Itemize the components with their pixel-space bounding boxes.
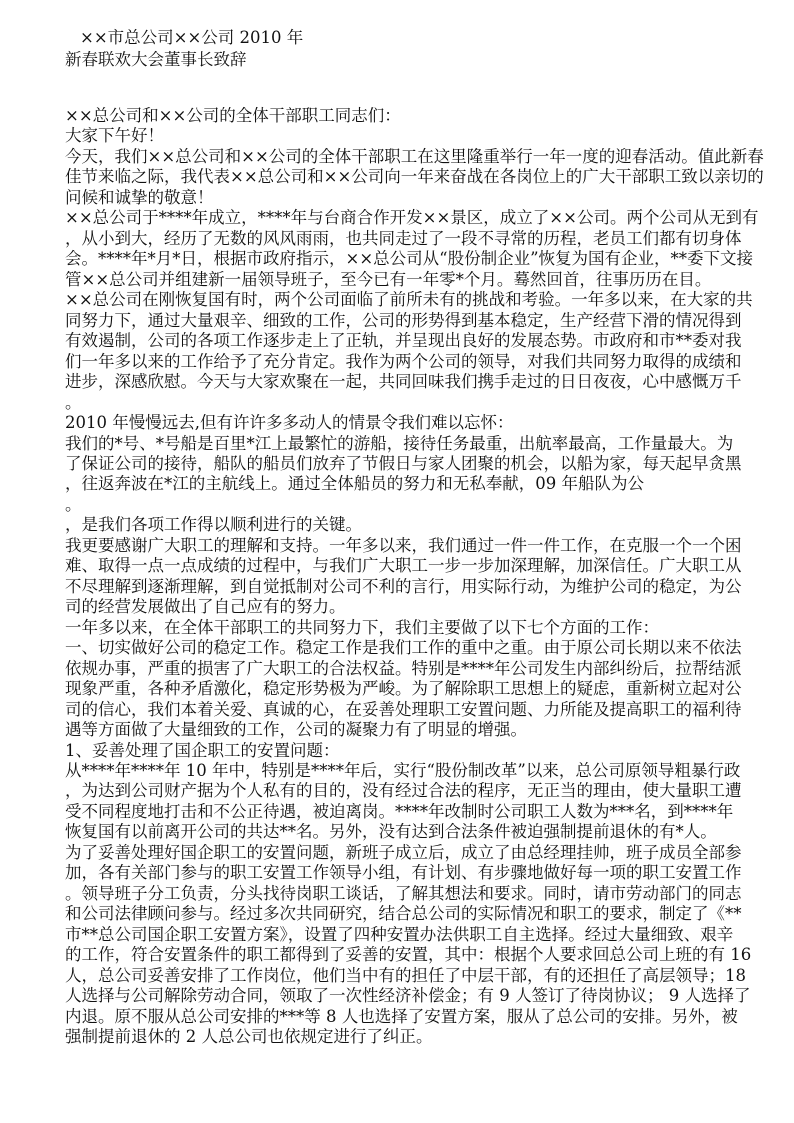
text-line: 内退。原不服从总公司安排的***等 8 人也选择了安置方案，服从了总公司的安排。另外，被	[65, 1006, 738, 1026]
document-title-line-1: ××市总公司××公司 2010 年	[80, 28, 304, 47]
text-line: 加，各有关部门参与的职工安置工作领导小组，有计划、有步骤地做好每一项的职工安置工作	[65, 863, 742, 883]
text-line: ，是我们各项工作得以顺利进行的关键。	[65, 515, 362, 535]
text-line: 佳节来临之际，我代表××总公司和××公司向一年来奋战在各岗位上的广大干部职工致以亲切的	[65, 167, 764, 187]
text-line: 遇等方面做了大量细致的工作，公司的凝聚力有了明显的增强。	[65, 720, 527, 740]
text-line: ，为达到公司财产据为个人私有的目的，没有经过合法的程序，无正当的理由，使大量职工遭	[65, 781, 742, 801]
text-line: 受不同程度地打击和不公正待遇，被迫离岗。****年改制时公司职工人数为***名，到****年	[65, 801, 734, 821]
text-line: ××总公司和××公司的全体干部职工同志们：	[65, 106, 401, 125]
text-line: 同努力下，通过大量艰辛、细致的工作，公司的形势得到基本稳定，生产经营下滑的情况得到	[65, 310, 742, 330]
text-line: 人，总公司妥善安排了工作岗位，他们当中有的担任了中层干部，有的还担任了高层领导；18	[65, 965, 746, 985]
text-line: 。领导班子分工负责，分头找待岗职工谈话，了解其想法和要求。同时，请市劳动部门的同志	[65, 883, 742, 903]
text-line: 1、妥善处理了国企职工的安置问题：	[65, 740, 340, 760]
text-line: 难、取得一点一点成绩的过程中，与我们广大职工一步一步加深理解，加深信任。广大职工从	[65, 556, 742, 576]
text-line: ，往返奔波在*江的主航线上。通过全体船员的努力和无私奉献，09 年船队为公	[65, 474, 644, 494]
text-line: 市**总公司国企职工安置方案》，设置了四种安置办法供职工自主选择。经过大量细致、艰辛	[65, 924, 734, 944]
text-line: 2010 年慢慢远去,但有许许多多动人的情景令我们难以忘怀：	[65, 413, 514, 433]
text-line: 依规办事，严重的损害了广大职工的合法权益。特别是****年公司发生内部纠纷后，拉帮结派	[65, 658, 742, 678]
text-line: 现象严重，各种矛盾激化，稳定形势极为严峻。为了解除职工思想上的疑虑，重新树立起对公	[65, 679, 742, 699]
text-line: 和公司法律顾问参与。经过多次共同研究，结合总公司的实际情况和职工的要求，制定了《**	[65, 904, 742, 924]
text-line: ，从小到大，经历了无数的风风雨雨，也共同走过了一段不寻常的历程，老员工们都有切身体	[65, 228, 742, 248]
text-line: 有效遏制，公司的各项工作逐步走上了正轨，并呈现出良好的发展态势。市政府和市**委对我	[65, 331, 742, 351]
text-line: 了保证公司的接待，船队的船员们放弃了节假日与家人团聚的机会，以船为家，每天起早贪黑	[65, 453, 742, 473]
text-line: 问候和诚挚的敬意！	[65, 187, 214, 207]
document-body	[65, 106, 785, 1048]
text-line: ××总公司于****年成立，****年与台商合作开发××景区，成立了××公司。两个公司从无到有	[65, 208, 759, 228]
text-line: 会。****年*月*日，根据市政府指示，××总公司从“股份制企业”恢复为国有企业，**委下文接	[65, 249, 754, 269]
text-line: 从****年****年 10 年中，特别是****年后，实行“股份制改革”以来，总公司原领导粗暴行政	[65, 761, 741, 780]
text-line: 强制提前退休的 2 人总公司也依规定进行了纠正。	[65, 1027, 433, 1047]
text-line: 的工作，符合安置条件的职工都得到了妥善的安置，其中：根据个人要求回总公司上班的有 16	[65, 945, 752, 965]
text-line: 司的经营发展做出了自己应有的努力。	[65, 597, 346, 617]
text-line: 不尽理解到逐渐理解，到自觉抵制对公司不利的言行，用实际行动，为维护公司的稳定，为公	[65, 576, 742, 596]
text-line: ××总公司在刚恢复国有时，两个公司面临了前所未有的挑战和考验。一年多以来，在大家的共	[65, 290, 753, 310]
text-line: 进步，深感欣慰。今天与大家欢聚在一起，共同回味我们携手走过的日日夜夜，心中感慨万千	[65, 372, 742, 392]
text-line: 为了妥善处理好国企职工的安置问题，新班子成立后，成立了由总经理挂帅，班子成员全部参	[65, 842, 742, 862]
text-line: 人选择与公司解除劳动合同，领取了一次性经济补偿金；有 9 人签订了待岗协议； 9 人选择了	[65, 986, 751, 1006]
document-title-line-2: 新春联欢大会董事长致辞	[65, 50, 247, 69]
text-line: 今天，我们××总公司和××公司的全体干部职工在这里隆重举行一年一度的迎春活动。值此新春	[65, 146, 764, 166]
text-line: 恢复国有以前离开公司的共达**名。另外，没有达到合法条件被迫强制提前退休的有*人。	[65, 822, 717, 842]
text-line: 司的信心，我们本着关爱、真诚的心，在妥善处理职工安置问题、力所能及提高职工的福利待	[65, 699, 742, 719]
text-line: 们一年多以来的工作给予了充分肯定。我作为两个公司的领导，对我们共同努力取得的成绩和	[65, 351, 742, 371]
text-line: 。	[65, 392, 82, 412]
text-line: 大家下午好！	[65, 126, 164, 146]
text-line: 管××总公司并组建新一届领导班子，至今已有一年零*个月。蓦然回首，往事历历在目。	[65, 269, 712, 289]
text-line: 我们的*号、*号船是百里*江上最繁忙的游船，接待任务最重，出航率最高，工作量最大。为	[65, 433, 734, 453]
text-line: 。	[65, 494, 82, 514]
text-line: 一年多以来，在全体干部职工的共同努力下，我们主要做了以下七个方面的工作：	[65, 617, 659, 637]
text-line: 我更要感谢广大职工的理解和支持。一年多以来，我们通过一件一件工作，在克服一个一个困	[65, 535, 742, 555]
text-line: 一、切实做好公司的稳定工作。稳定工作是我们工作的重中之重。由于原公司长期以来不依法	[65, 638, 742, 658]
